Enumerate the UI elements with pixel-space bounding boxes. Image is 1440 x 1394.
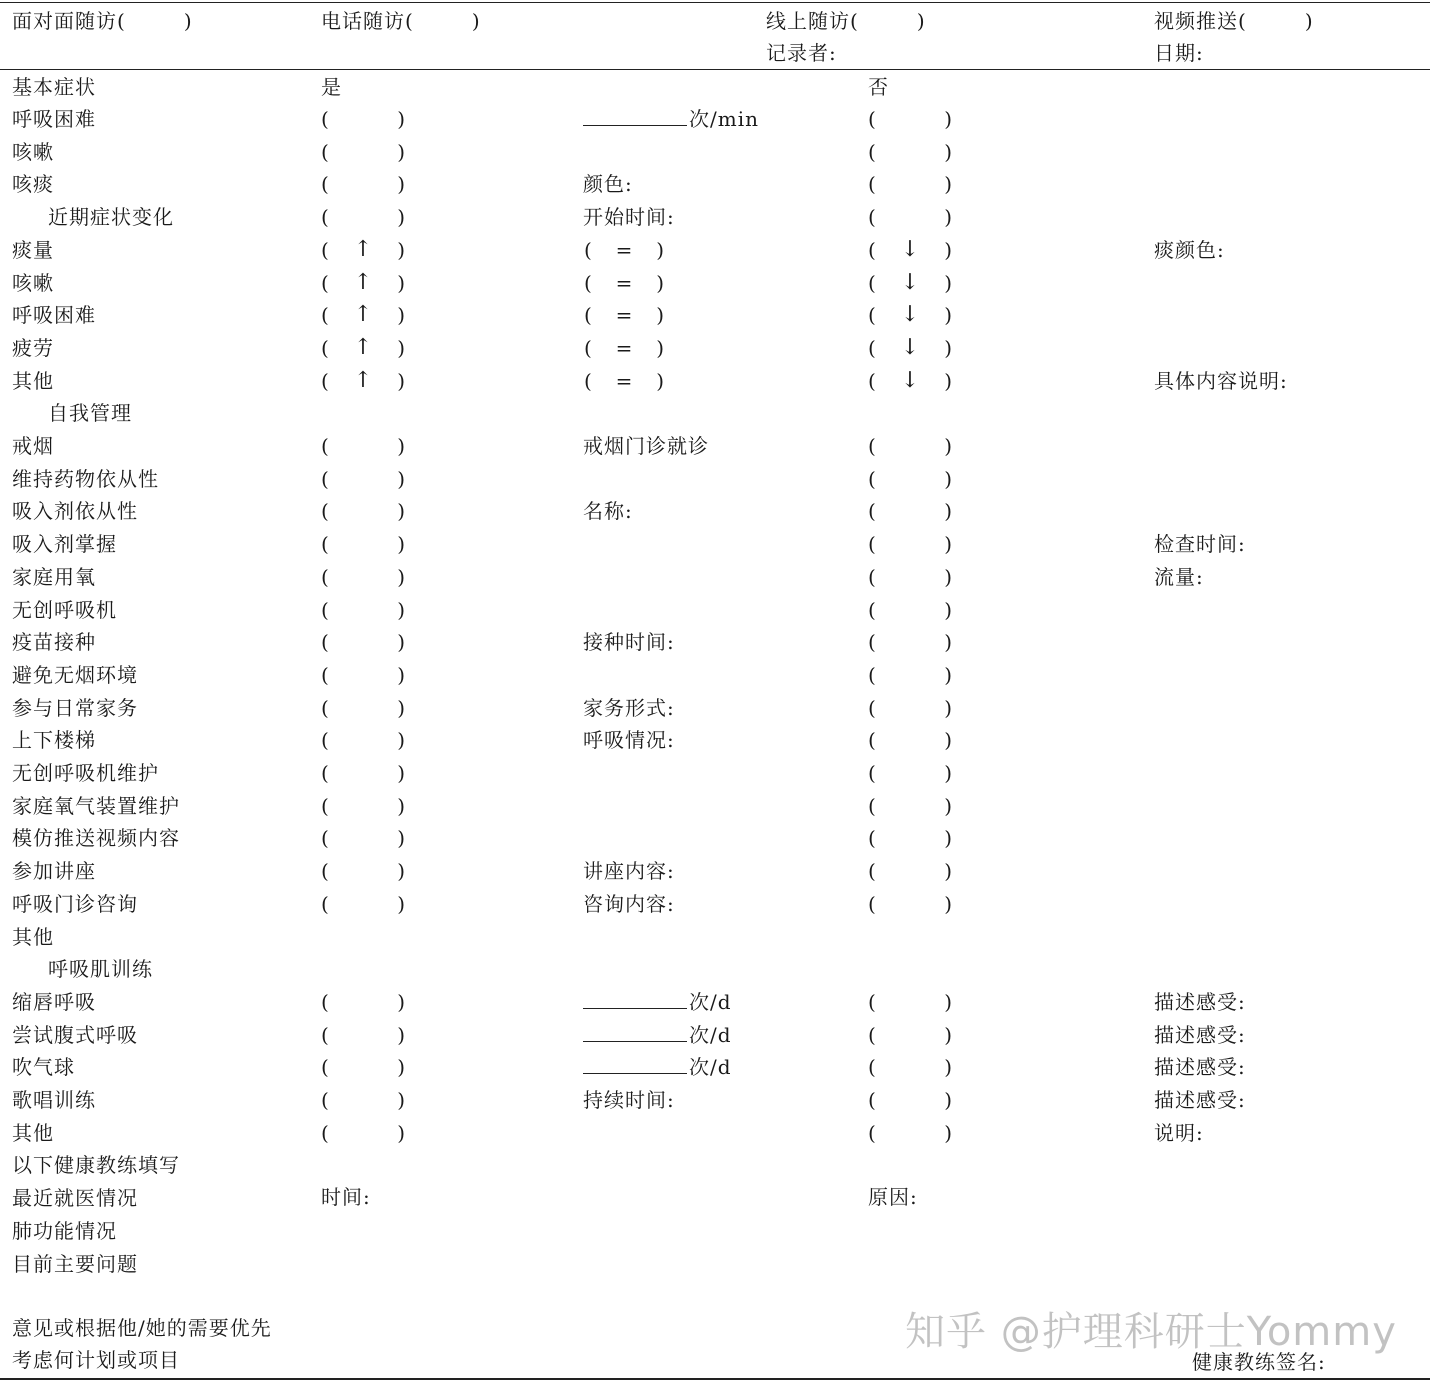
open-paren: ( <box>321 303 329 328</box>
open-paren: ( <box>584 335 592 360</box>
row-label: 呼吸困难 <box>12 303 96 328</box>
row-label: 家庭氧气装置维护 <box>12 793 180 818</box>
row-label: 最近就医情况 <box>12 1186 138 1211</box>
close-paren: ) <box>397 891 405 916</box>
top-rule <box>0 2 1430 3</box>
row-label: 参加讲座 <box>12 859 96 884</box>
open-paren: ( <box>868 532 876 557</box>
open-paren: ( <box>321 695 329 720</box>
close-paren: ) <box>397 303 405 328</box>
open-paren: ( <box>868 695 876 720</box>
equal-sign: = <box>615 368 633 393</box>
row-detail-text: 讲座内容: <box>583 859 675 884</box>
row-label: 吸入剂掌握 <box>12 532 117 557</box>
close-paren: ) <box>944 139 952 164</box>
recorder-label: 记录者: <box>766 41 837 65</box>
row-label: 吸入剂依从性 <box>12 499 138 524</box>
open-paren: ( <box>868 1055 876 1080</box>
close-paren: ) <box>656 368 664 393</box>
close-paren: ) <box>397 466 405 491</box>
open-paren: ( <box>321 826 329 851</box>
decrease-arrow: ↓ <box>900 367 920 393</box>
close-paren: ) <box>397 368 405 393</box>
open-paren: ( <box>584 303 592 328</box>
row-detail-text: 次/min <box>689 107 759 131</box>
recent-visit-time: 时间: <box>321 1185 371 1209</box>
open-paren: ( <box>321 793 329 818</box>
row-label: 呼吸肌训练 <box>48 957 153 982</box>
phone-option: 电话随访( ) <box>321 9 481 33</box>
row-label: 尝试腹式呼吸 <box>12 1022 138 1047</box>
open-paren: ( <box>868 1120 876 1145</box>
open-paren: ( <box>321 532 329 557</box>
row-label: 痰量 <box>12 237 54 262</box>
close-paren: ) <box>944 532 952 557</box>
open-paren: ( <box>321 859 329 884</box>
close-paren: ) <box>397 695 405 720</box>
open-paren: ( <box>321 139 329 164</box>
close-paren: ) <box>944 891 952 916</box>
close-paren: ) <box>944 662 952 687</box>
close-paren: ) <box>397 107 405 131</box>
row-label: 近期症状变化 <box>48 205 174 230</box>
open-paren: ( <box>868 434 876 458</box>
row-note: 痰颜色: <box>1154 237 1225 262</box>
row-label: 自我管理 <box>48 401 132 426</box>
plan-label-line1: 意见或根据他/她的需要优先 <box>12 1316 272 1340</box>
row-detail-text: 戒烟门诊就诊 <box>583 434 709 458</box>
open-paren: ( <box>321 335 329 360</box>
close-paren: ) <box>944 564 952 589</box>
close-paren: ) <box>397 793 405 818</box>
row-detail-text: 次/d <box>689 989 732 1014</box>
online-option: 线上随访( ) <box>766 9 926 33</box>
row-label: 目前主要问题 <box>12 1251 138 1276</box>
decrease-arrow: ↓ <box>900 334 920 360</box>
open-paren: ( <box>868 172 876 197</box>
row-detail <box>583 498 633 524</box>
row-detail-text: 呼吸情况: <box>583 728 675 753</box>
row-label: 以下健康教练填写 <box>12 1153 180 1178</box>
bottom-rule <box>0 1378 1430 1380</box>
open-paren: ( <box>868 859 876 884</box>
open-paren: ( <box>321 989 329 1014</box>
row-detail <box>583 171 633 197</box>
close-paren: ) <box>944 237 952 262</box>
open-paren: ( <box>868 368 876 393</box>
row-note: 描述感受: <box>1154 1055 1246 1080</box>
close-paren: ) <box>944 826 952 851</box>
close-paren: ) <box>944 1055 952 1080</box>
open-paren: ( <box>321 597 329 622</box>
close-paren: ) <box>397 139 405 164</box>
row-label: 模仿推送视频内容 <box>12 826 180 851</box>
open-paren: ( <box>868 793 876 818</box>
increase-arrow: ↑ <box>353 269 373 295</box>
row-label: 家庭用氧 <box>12 564 96 589</box>
open-paren: ( <box>868 826 876 851</box>
close-paren: ) <box>944 630 952 655</box>
row-detail-text: 开始时间: <box>583 205 675 230</box>
row-detail-text: 次/d <box>689 1055 732 1080</box>
close-paren: ) <box>397 172 405 197</box>
row-detail-text: 接种时间: <box>583 630 675 655</box>
close-paren: ) <box>397 1022 405 1047</box>
row-label: 维持药物依从性 <box>12 466 159 491</box>
close-paren: ) <box>944 1120 952 1145</box>
row-label: 肺功能情况 <box>12 1218 117 1243</box>
open-paren: ( <box>321 1022 329 1047</box>
open-paren: ( <box>868 989 876 1014</box>
open-paren: ( <box>868 891 876 916</box>
row-label: 上下楼梯 <box>12 728 96 753</box>
close-paren: ) <box>944 205 952 230</box>
row-note: 检查时间: <box>1154 532 1246 557</box>
open-paren: ( <box>868 630 876 655</box>
recent-visit-reason: 原因: <box>868 1185 918 1209</box>
coach-signature-label: 健康教练签名: <box>1192 1350 1326 1374</box>
open-paren: ( <box>868 1088 876 1112</box>
close-paren: ) <box>397 630 405 655</box>
open-paren: ( <box>868 597 876 622</box>
row-label: 呼吸门诊咨询 <box>12 891 138 916</box>
row-label: 疫苗接种 <box>12 630 96 655</box>
decrease-arrow: ↓ <box>900 269 920 295</box>
close-paren: ) <box>656 303 664 328</box>
fill-in-blank[interactable] <box>583 990 687 1009</box>
row-label: 歌唱训练 <box>12 1088 96 1112</box>
close-paren: ) <box>944 303 952 328</box>
close-paren: ) <box>397 859 405 884</box>
open-paren: ( <box>868 107 876 131</box>
row-label: 无创呼吸机 <box>12 597 117 622</box>
open-paren: ( <box>321 1088 329 1112</box>
close-paren: ) <box>944 859 952 884</box>
equal-sign: = <box>615 303 633 328</box>
row-detail <box>583 1087 675 1113</box>
row-label: 无创呼吸机维护 <box>12 761 159 785</box>
close-paren: ) <box>944 172 952 197</box>
equal-sign: = <box>615 237 633 262</box>
increase-arrow: ↑ <box>353 302 373 328</box>
open-paren: ( <box>321 499 329 524</box>
close-paren: ) <box>944 499 952 524</box>
header-rule <box>0 69 1430 70</box>
open-paren: ( <box>868 662 876 687</box>
row-label: 咳嗽 <box>12 270 54 295</box>
close-paren: ) <box>656 270 664 295</box>
row-label: 疲劳 <box>12 335 54 360</box>
close-paren: ) <box>944 107 952 131</box>
row-label: 吹气球 <box>12 1055 75 1080</box>
row-detail <box>583 1054 732 1080</box>
row-detail <box>583 433 709 459</box>
row-detail <box>583 727 675 753</box>
row-label: 咳嗽 <box>12 139 54 164</box>
open-paren: ( <box>321 728 329 753</box>
open-paren: ( <box>321 1120 329 1145</box>
open-paren: ( <box>584 237 592 262</box>
row-note: 说明: <box>1154 1120 1204 1145</box>
row-label: 参与日常家务 <box>12 695 138 720</box>
row-label: 其他 <box>12 1120 54 1145</box>
yes-column-heading: 是 <box>321 75 342 99</box>
row-detail-text: 持续时间: <box>583 1088 675 1112</box>
decrease-arrow: ↓ <box>900 302 920 328</box>
close-paren: ) <box>944 761 952 785</box>
close-paren: ) <box>397 728 405 753</box>
close-paren: ) <box>397 564 405 589</box>
close-paren: ) <box>397 1055 405 1080</box>
row-detail <box>583 629 675 655</box>
row-label: 咳痰 <box>12 172 54 197</box>
close-paren: ) <box>397 662 405 687</box>
open-paren: ( <box>321 368 329 393</box>
open-paren: ( <box>321 237 329 262</box>
row-detail-text: 咨询内容: <box>583 891 675 916</box>
open-paren: ( <box>321 564 329 589</box>
equal-sign: = <box>615 270 633 295</box>
close-paren: ) <box>397 1088 405 1112</box>
open-paren: ( <box>584 368 592 393</box>
close-paren: ) <box>944 695 952 720</box>
close-paren: ) <box>397 1120 405 1145</box>
close-paren: ) <box>397 761 405 785</box>
close-paren: ) <box>397 826 405 851</box>
close-paren: ) <box>656 237 664 262</box>
open-paren: ( <box>868 335 876 360</box>
close-paren: ) <box>656 335 664 360</box>
row-detail-text: 名称: <box>583 499 633 524</box>
increase-arrow: ↑ <box>353 367 373 393</box>
row-detail <box>583 989 732 1015</box>
open-paren: ( <box>868 761 876 785</box>
row-detail-text: 颜色: <box>583 172 633 197</box>
row-label: 避免无烟环境 <box>12 662 138 687</box>
close-paren: ) <box>944 434 952 458</box>
open-paren: ( <box>868 237 876 262</box>
open-paren: ( <box>868 466 876 491</box>
row-note: 具体内容说明: <box>1154 368 1288 393</box>
fill-in-blank[interactable] <box>583 107 687 126</box>
row-detail-text: 次/d <box>689 1022 732 1047</box>
close-paren: ) <box>944 1088 952 1112</box>
close-paren: ) <box>944 1022 952 1047</box>
increase-arrow: ↑ <box>353 334 373 360</box>
open-paren: ( <box>868 303 876 328</box>
close-paren: ) <box>397 499 405 524</box>
close-paren: ) <box>944 368 952 393</box>
open-paren: ( <box>321 172 329 197</box>
row-note: 流量: <box>1154 564 1204 589</box>
row-detail <box>583 891 675 917</box>
close-paren: ) <box>397 434 405 458</box>
row-label: 戒烟 <box>12 434 54 458</box>
open-paren: ( <box>868 139 876 164</box>
row-label: 其他 <box>12 368 54 393</box>
row-label: 呼吸困难 <box>12 107 96 131</box>
no-column-heading: 否 <box>868 75 889 99</box>
fill-in-blank[interactable] <box>583 1055 687 1074</box>
open-paren: ( <box>321 434 329 458</box>
open-paren: ( <box>868 564 876 589</box>
row-note: 描述感受: <box>1154 989 1246 1014</box>
close-paren: ) <box>397 270 405 295</box>
open-paren: ( <box>321 107 329 131</box>
row-label: 缩唇呼吸 <box>12 989 96 1014</box>
open-paren: ( <box>321 761 329 785</box>
close-paren: ) <box>944 728 952 753</box>
close-paren: ) <box>397 532 405 557</box>
plan-label-line2: 考虑何计划或项目 <box>12 1348 180 1372</box>
row-detail <box>583 858 675 884</box>
row-note: 描述感受: <box>1154 1022 1246 1047</box>
open-paren: ( <box>321 891 329 916</box>
open-paren: ( <box>584 270 592 295</box>
close-paren: ) <box>944 466 952 491</box>
close-paren: ) <box>397 989 405 1014</box>
open-paren: ( <box>321 270 329 295</box>
close-paren: ) <box>397 237 405 262</box>
row-detail-text: 家务形式: <box>583 695 675 720</box>
increase-arrow: ↑ <box>353 236 373 262</box>
video-option: 视频推送( ) <box>1154 9 1314 33</box>
equal-sign: = <box>615 335 633 360</box>
row-detail <box>583 1022 732 1048</box>
open-paren: ( <box>321 1055 329 1080</box>
close-paren: ) <box>944 335 952 360</box>
row-detail <box>583 106 759 132</box>
open-paren: ( <box>321 662 329 687</box>
row-detail <box>583 204 675 230</box>
row-detail <box>583 695 675 721</box>
open-paren: ( <box>321 205 329 230</box>
close-paren: ) <box>944 270 952 295</box>
open-paren: ( <box>321 630 329 655</box>
close-paren: ) <box>944 597 952 622</box>
close-paren: ) <box>397 335 405 360</box>
decrease-arrow: ↓ <box>900 236 920 262</box>
open-paren: ( <box>868 499 876 524</box>
row-note: 描述感受: <box>1154 1088 1246 1112</box>
close-paren: ) <box>944 989 952 1014</box>
open-paren: ( <box>321 466 329 491</box>
open-paren: ( <box>868 1022 876 1047</box>
close-paren: ) <box>944 793 952 818</box>
open-paren: ( <box>868 270 876 295</box>
close-paren: ) <box>397 205 405 230</box>
basic-symptoms-heading: 基本症状 <box>12 75 96 99</box>
row-label: 其他 <box>12 924 54 949</box>
close-paren: ) <box>397 597 405 622</box>
open-paren: ( <box>868 728 876 753</box>
watermark: 知乎 @护理科研士Yommy <box>905 1309 1397 1355</box>
fill-in-blank[interactable] <box>583 1023 687 1042</box>
date-label: 日期: <box>1154 41 1204 65</box>
open-paren: ( <box>868 205 876 230</box>
face-to-face-option: 面对面随访( ) <box>12 9 193 33</box>
